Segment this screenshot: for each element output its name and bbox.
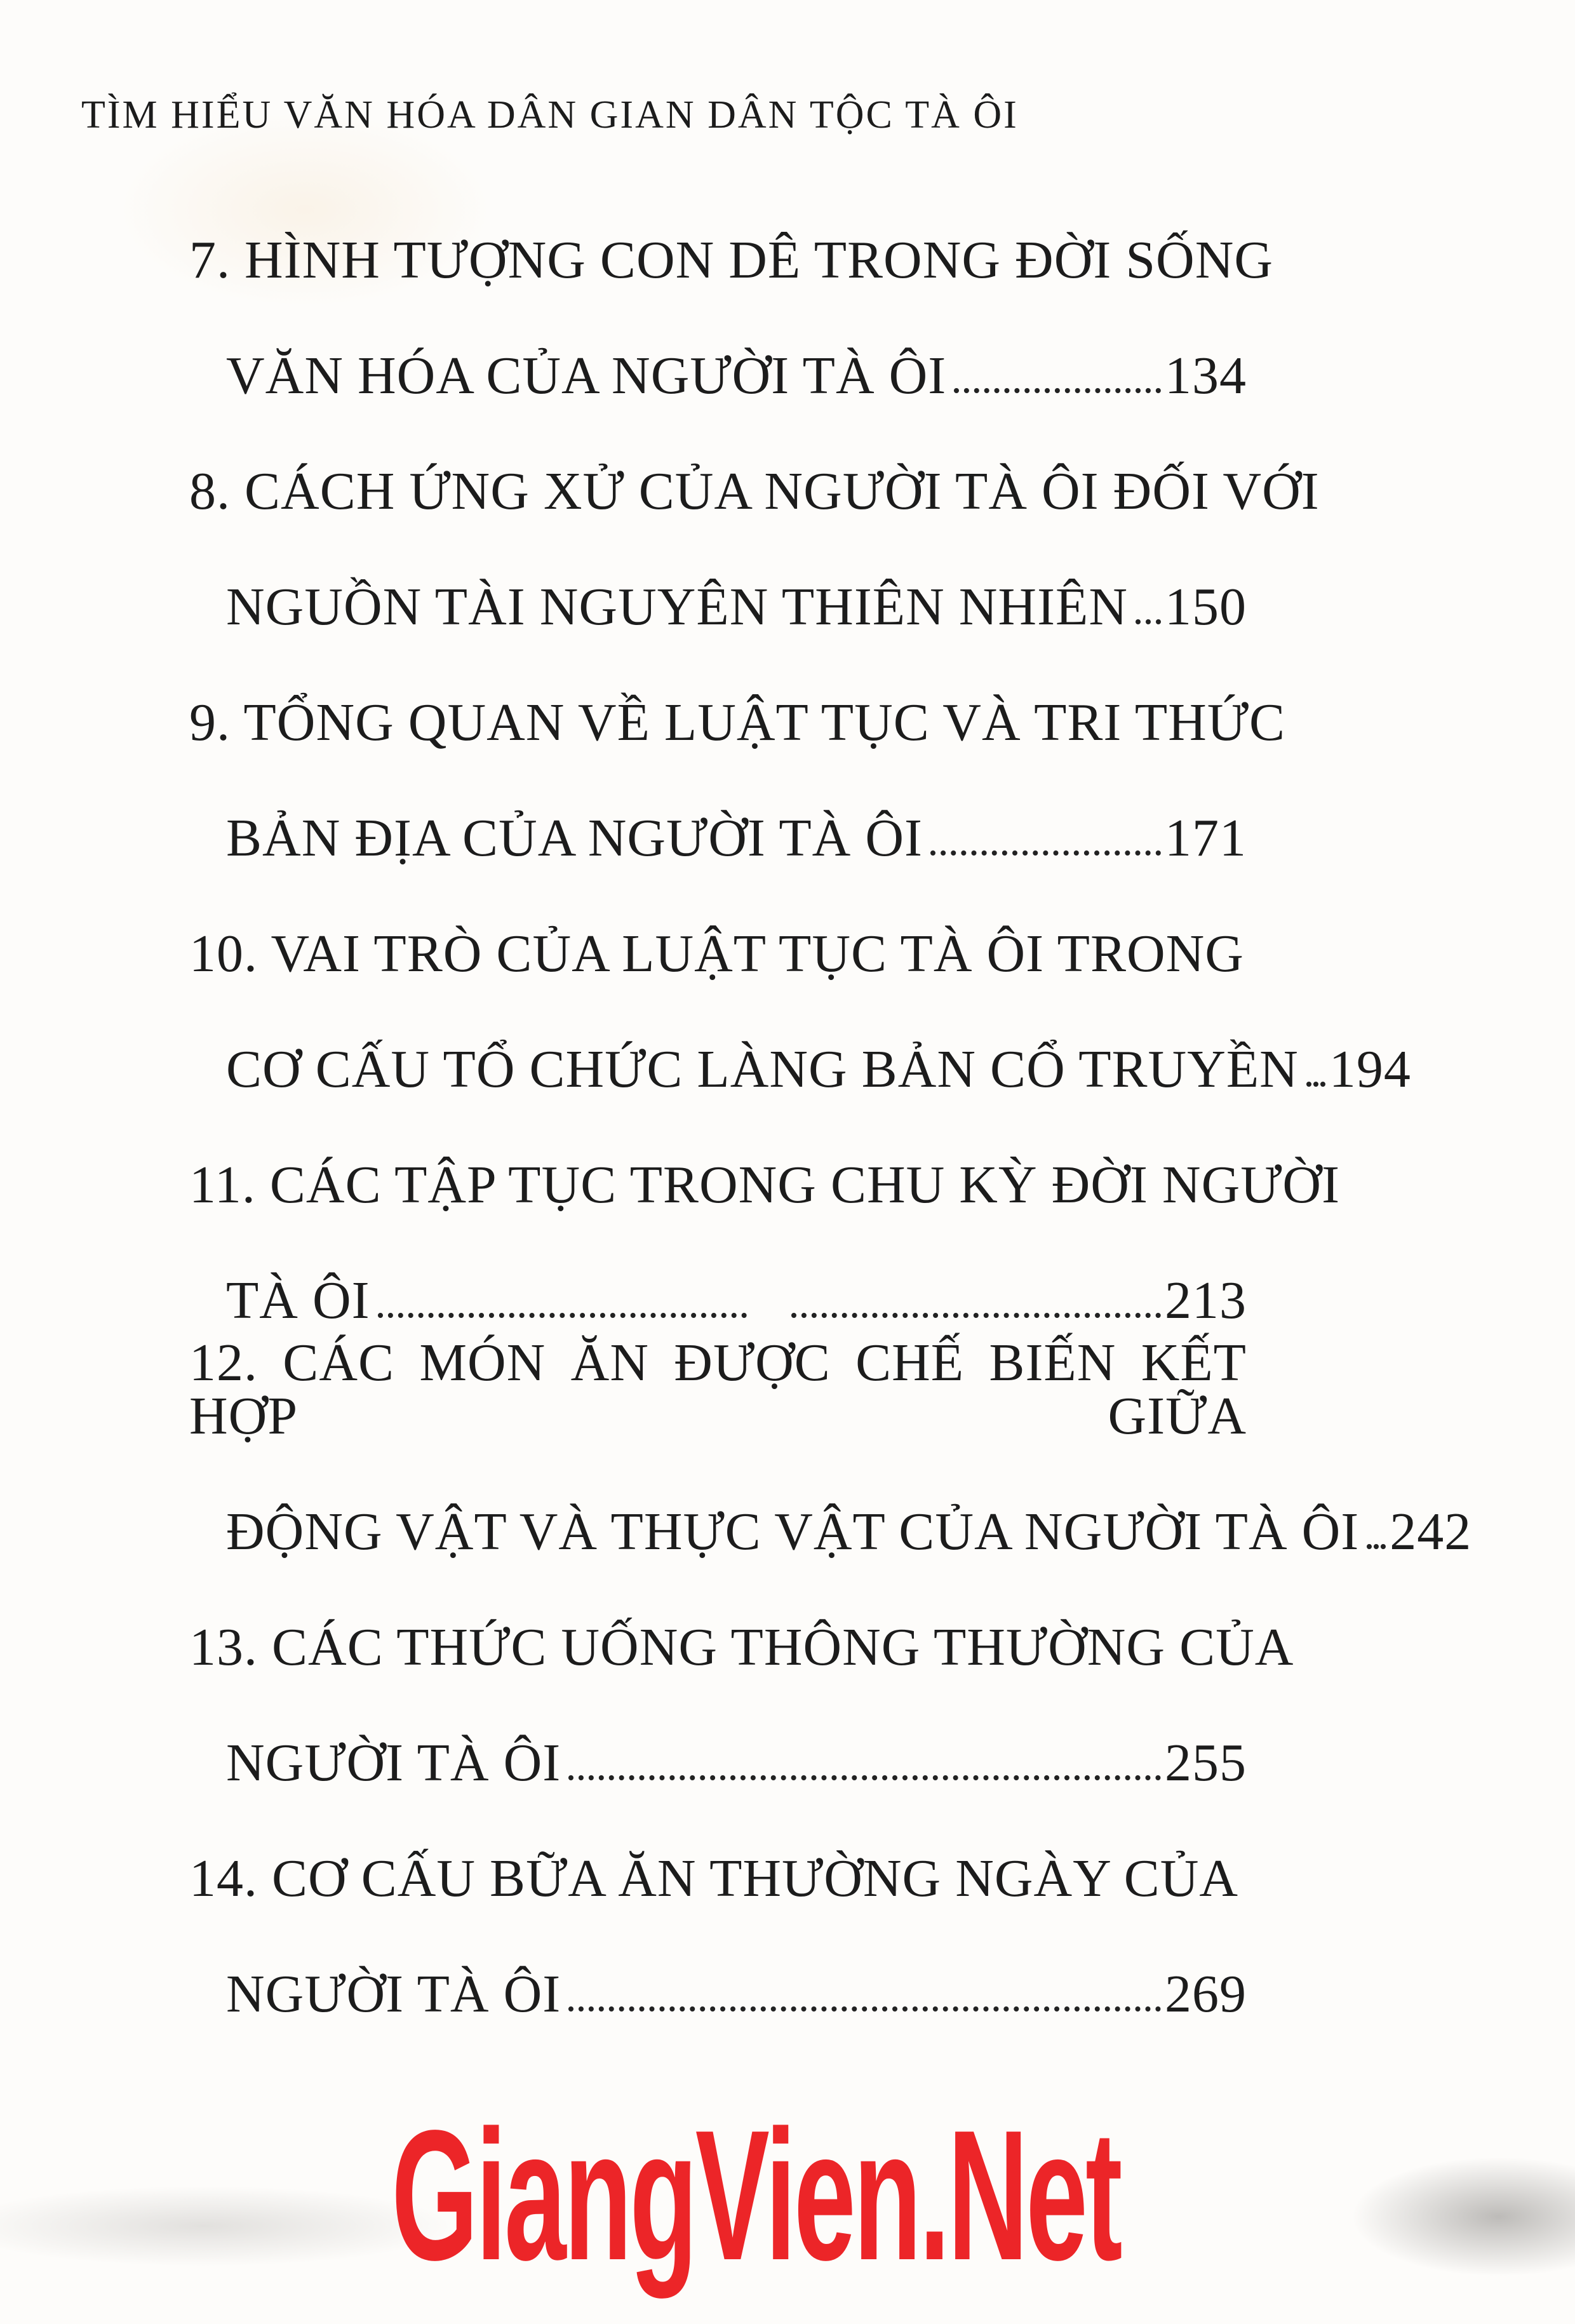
toc-entry-text: 14. CƠ CẤU BỮA ĂN THƯỜNG NGÀY CỦA xyxy=(189,1849,1239,1908)
toc-entry-text: CƠ CẤU TỔ CHỨC LÀNG BẢN CỔ TRUYỀN xyxy=(226,1040,1299,1099)
dot-leader xyxy=(378,1313,747,1318)
toc-entry-line1 xyxy=(189,171,1274,290)
toc-page-number: 269 xyxy=(1165,1965,1247,2024)
toc-entry-text: 7. HÌNH TƯỢNG CON DÊ TRONG ĐỜI SỐNG xyxy=(189,231,1274,290)
toc-entry-text: 8. CÁCH ỨNG XỬ CỦA NGƯỜI TÀ ÔI ĐỐI VỚI xyxy=(189,462,1320,521)
dot-leader xyxy=(930,850,1161,856)
watermark xyxy=(0,2092,1575,2299)
toc-entry-line2 xyxy=(189,518,1247,634)
dot-leader xyxy=(791,1313,1161,1318)
toc-entry-11 xyxy=(189,1096,1341,1330)
toc-entry-13 xyxy=(189,1559,1294,1792)
dot-leader xyxy=(568,1775,1161,1780)
toc-entry-8 xyxy=(189,403,1320,636)
toc-entry-line2 xyxy=(189,1443,1472,1561)
toc-page-number: 242 xyxy=(1390,1502,1472,1561)
toc-entry-10 xyxy=(189,865,1411,1099)
toc-entry-line2 xyxy=(189,287,1247,403)
toc-entry-line1 xyxy=(189,865,1247,981)
toc-entry-line2 xyxy=(189,749,1247,868)
toc-page-number: 194 xyxy=(1329,1040,1411,1099)
dot-leader xyxy=(568,2006,1161,2012)
toc-entry-text: 10. VAI TRÒ CỦA LUẬT TỤC TÀ ÔI TRONG xyxy=(189,924,1244,983)
dot-leader xyxy=(954,388,1161,393)
toc-page-number: 255 xyxy=(1165,1733,1247,1792)
dot-leader xyxy=(1367,1544,1386,1549)
toc-entry-line1 xyxy=(189,1790,1247,1908)
dot-leader xyxy=(1136,619,1161,624)
toc-entry-9 xyxy=(189,634,1286,868)
toc-page-number: 150 xyxy=(1165,577,1247,636)
toc-entry-line1 xyxy=(189,1096,1341,1214)
toc-entry-line2 xyxy=(189,1674,1247,1790)
toc-page-number: 171 xyxy=(1165,809,1247,868)
toc-page-number: 213 xyxy=(1165,1271,1247,1330)
toc-entry-text: 12. CÁC MÓN ĂN ĐƯỢC CHẾ BIẾN KẾT HỢP GIỮA xyxy=(189,1333,1247,1446)
toc-entry-text: 11. CÁC TẬP TỤC TRONG CHU KỲ ĐỜI NGƯỜI xyxy=(189,1155,1341,1214)
toc-entry-12 xyxy=(189,1327,1472,1561)
toc-entry-line2 xyxy=(189,1905,1247,2024)
toc-entry-7 xyxy=(189,171,1274,405)
watermark-text: GiangVien.Net xyxy=(391,2092,1120,2299)
toc-entry-line1 xyxy=(189,634,1286,752)
book-title-header: TÌM HIỂU VĂN HÓA DÂN GIAN DÂN TỘC TÀ ÔI xyxy=(81,93,1019,137)
dot-leader xyxy=(1306,1082,1325,1087)
toc-entry-line1 xyxy=(189,1327,1247,1446)
toc-page-number: 134 xyxy=(1165,346,1247,405)
toc-entry-line1 xyxy=(189,403,1320,521)
toc-entry-14 xyxy=(189,1790,1247,2024)
toc-entry-text: TÀ ÔI xyxy=(226,1271,370,1330)
toc-entry-text: VĂN HÓA CỦA NGƯỜI TÀ ÔI xyxy=(226,346,947,405)
table-of-contents xyxy=(189,171,1472,2024)
toc-entry-text: 9. TỔNG QUAN VỀ LUẬT TỤC VÀ TRI THỨC xyxy=(189,693,1286,752)
toc-entry-text: NGƯỜI TÀ ÔI xyxy=(226,1965,561,2024)
toc-entry-text: NGƯỜI TÀ ÔI xyxy=(226,1733,561,1792)
toc-entry-text: BẢN ĐỊA CỦA NGƯỜI TÀ ÔI xyxy=(226,809,923,868)
toc-entry-text: 13. CÁC THỨC UỐNG THÔNG THƯỜNG CỦA xyxy=(189,1618,1294,1677)
toc-entry-line1 xyxy=(189,1559,1294,1677)
toc-entry-text: NGUỒN TÀI NGUYÊN THIÊN NHIÊN xyxy=(226,577,1129,636)
toc-entry-text: ĐỘNG VẬT VÀ THỰC VẬT CỦA NGƯỜI TÀ ÔI xyxy=(226,1502,1360,1561)
toc-entry-line2 xyxy=(189,1212,1247,1330)
toc-entry-line2 xyxy=(189,981,1411,1099)
